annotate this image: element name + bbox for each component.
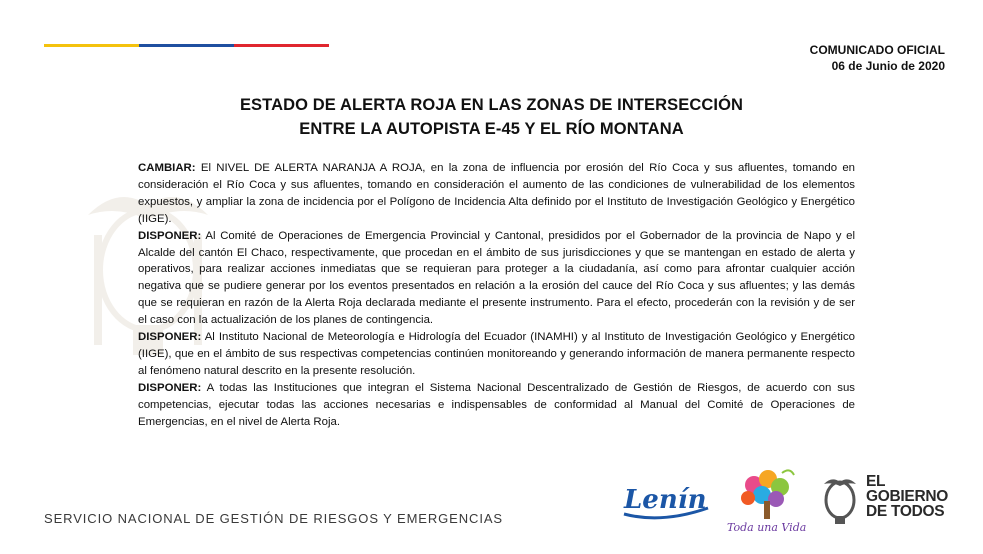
paragraph-keyword: DISPONER: [138, 331, 202, 344]
paragraph-keyword: DISPONER: [138, 229, 202, 242]
flag-stripe-red [234, 44, 329, 47]
toda-una-vida-text: Toda una Vida [727, 521, 807, 534]
agency-name: SERVICIO NACIONAL DE GESTIÓN DE RIESGOS Y EMERGENCIAS [44, 511, 503, 526]
gobierno-de-todos-text [866, 474, 948, 519]
header-block [810, 42, 945, 74]
lenin-logo-text: Lenín [624, 485, 707, 515]
communique-date: 06 de Junio de 2020 [831, 59, 945, 73]
paragraph-disponer-coe [138, 228, 855, 329]
gobierno-line-1: EL [866, 473, 886, 490]
title-line-1: ESTADO DE ALERTA ROJA EN LAS ZONAS DE INTERSECCIÓN [239, 96, 744, 114]
paragraph-text: El NIVEL DE ALERTA NARANJA A ROJA, en la zona de influencia por erosión del Río Coca y sus afluentes, tomando en consideración el Río Coca y sus afluentes, tomando en consideración el aumento de las condiciones de vulnerabilidad de los elementos expuestos, y ampliar la zona de incidencia por el Polígono de Incidencia Alta definido por el Instituto de Investigación Geológico y Energético (IIGE). [138, 162, 855, 225]
paragraph-cambiar [138, 160, 855, 228]
gobierno-line-3: DE TODOS [866, 503, 945, 520]
paragraph-text: Al Instituto Nacional de Meteorología e Hidrología del Ecuador (INAMHI) y al Instituto de Investigación Geológico y Energético (IIGE), que en el ámbito de sus respectivas competencias continúen monitoreando y generando información de manera permanente respecto al fenómeno natural descrito en la presente resolución. [138, 331, 855, 377]
paragraph-keyword: DISPONER: [138, 381, 202, 394]
lenin-logo-icon [622, 478, 712, 526]
paragraph-text: A todas las Instituciones que integran el Sistema Nacional Descentralizado de Gestión de Riesgos, de acuerdo con sus competencias, ejecutar todas las acciones necesarias e indispensables de conformidad al Manual del Comité de Operaciones de Emergencias, en el nivel de Alerta Roja. [138, 381, 855, 428]
paragraph-disponer-instituciones [138, 380, 855, 431]
flag-stripe-yellow [44, 44, 139, 47]
paragraph-disponer-inamhi [138, 329, 855, 380]
flag-stripe [44, 44, 329, 47]
gobierno-line-2: GOBIERNO [866, 488, 948, 505]
page-title [0, 93, 983, 141]
communique-label: COMUNICADO OFICIAL [809, 43, 945, 57]
paragraph-keyword: CAMBIAR: [138, 162, 196, 174]
title-line-2: ENTRE LA AUTOPISTA E-45 Y EL RÍO MONTANA [299, 120, 684, 138]
paragraph-text: Al Comité de Operaciones de Emergencia Provincial y Cantonal, presididos por el Gobernador de la provincia de Napo y el Alcalde del cantón El Chaco, respectivamente, que procedan en el ámbito de sus jurisdicciones y que se mantengan en estado de alerta y operativos, para realizar acciones inmediatas que se requieran para proteger a la ciudadanía, así como para afrontar cualquier acción negativa que se pudiere generar por los eventos presentados en relación a la erosión del cauce del Río Coca y sus afluentes; y las demás que se requieran en razón de la Alerta Roja declarada mediante el presente instrumento. Para el efecto, procederán con la revisión y de ser el caso con la actualización de los planes de contingencia. [138, 229, 855, 327]
flag-stripe-blue [139, 44, 234, 47]
resolution-body [138, 160, 855, 431]
